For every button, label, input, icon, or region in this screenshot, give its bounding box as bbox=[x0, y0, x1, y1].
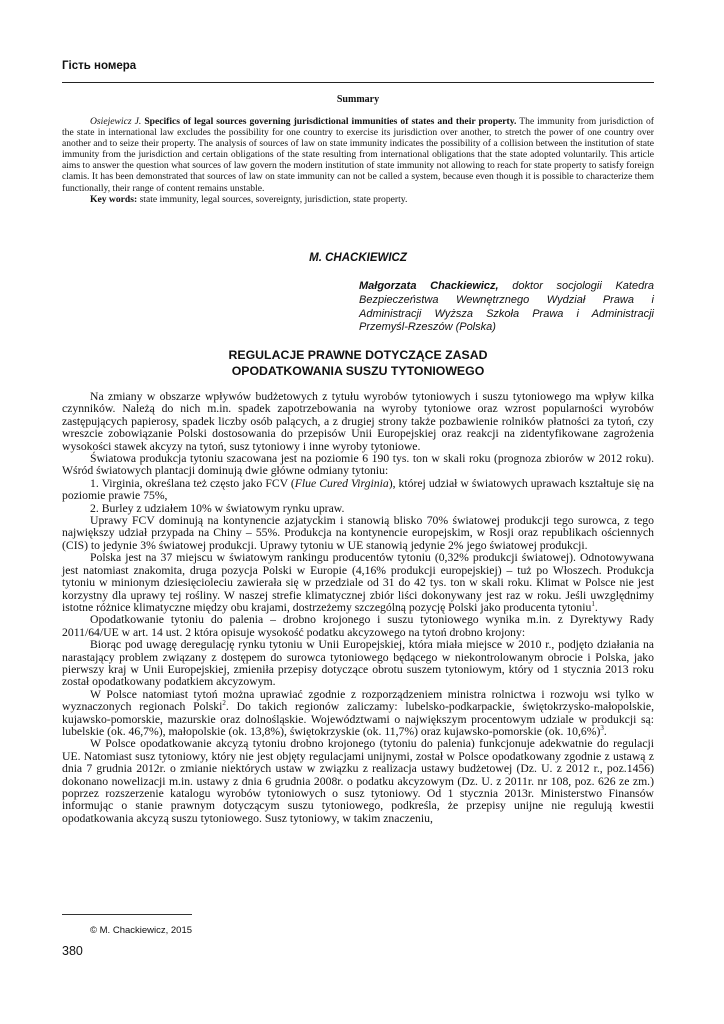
article-title-line-1: REGULACJE PRAWNE DOTYCZĄCE ZASAD bbox=[228, 348, 488, 362]
summary-author: Osiejewicz J. bbox=[90, 116, 142, 127]
page-number: 380 bbox=[62, 944, 83, 958]
keywords-text: state immunity, legal sources, sovereignty, jurisdiction, state property. bbox=[139, 193, 408, 205]
affiliation-name: Małgorzata Chackiewicz, bbox=[359, 280, 499, 292]
body-paragraph: 2. Burley z udziałem 10% w światowym rynku upraw. bbox=[90, 501, 345, 515]
header-divider bbox=[62, 82, 654, 83]
summary-text: The immunity from jurisdiction of the state in international law excludes the possibility for one country to exercise its jurisdiction over another, to stretch the power of one country over another and to seize their property. The analysis of sources of law on state immunity indicates the possibility of a collision between the institution of state immunity from the jurisdiction and certain obligations of the state resulting from international obligations that the state adopted voluntarily. This article aims to answer the question what sources of law govern the modern institution of state immunity not allowing to reach for state property to satisfy foreign clamis. It has been demonstrated that sources of law on state immunity can not be called a system, because even though it is possible to characterize them functionally, their range of content remains unstable. bbox=[62, 116, 654, 194]
body-text-span: 1. Virginia, określana też często jako FCV ( bbox=[90, 476, 295, 490]
body-paragraph bbox=[62, 689, 654, 739]
keywords-label: Key words: bbox=[90, 193, 138, 205]
body-text-span: . bbox=[603, 724, 607, 738]
affiliation-text: doktor socjologii Katedra Bezpieczeństwa Wewnętrznego Wydział Prawa i Administracji Wyższa Szkoła Prawa i Administracji Przemyśl-Rzeszów (Polska) bbox=[359, 280, 654, 334]
body-text-span: W Polsce natomiast tytoń można uprawiać zgodnie z rozporządzeniem ministra rolnictwa i rozwoju wsi tylko w wyznaczonych regionach Polski bbox=[62, 687, 654, 714]
section-title: Гість номера bbox=[62, 60, 137, 72]
body-text-span: . bbox=[594, 600, 598, 614]
author-affiliation bbox=[359, 280, 654, 335]
body-paragraph bbox=[62, 552, 654, 614]
footnote-ref: 1 bbox=[591, 600, 595, 609]
italic-term: Flue Cured Virginia bbox=[294, 476, 389, 490]
article-title bbox=[62, 348, 654, 379]
body-paragraph bbox=[62, 478, 654, 503]
summary-heading: Summary bbox=[336, 94, 380, 105]
body-paragraph: Opodatkowanie tytoniu do palenia – drobno krojonego i suszu tytoniowego wynika m.in. z Dyrektywy Rady 2011/64/UE w art. 14 ust. 2 która opisuje wysokość podatku akcyzowego na tytoń drobno krojony: bbox=[62, 613, 654, 639]
body-text-span: Polska jest na 37 miejscu w światowym rankingu producentów tytoniu (0,32% produkcji światowej). Odnotowywana jest natomiast znakomita, druga pozycja Polski w Europie (4,16% produkcji europejskiej) – tuż po Włoszech. Produkcja tytoniu w minionym dziesięcioleciu zawierała się w przedziale od 31 do 42 tys. ton w skali roku. Klimat w Polsce nie jest korzystny dla uprawy tej rośliny. W naszej strefie klimatycznej zbiór liści dokonywany jest raz w roku. Jeśli uwzględnimy istotne różnice klimatyczne między obu krajami, dostrzeżemy szczególną pozycję Polski jako producenta tytoniu bbox=[62, 551, 654, 614]
body-paragraph: Uprawy FCV dominują na kontynencie azjatyckim i stanowią blisko 70% światowej produkcji tego surowca, z tego największy udział przypada na Chiny – 55%. Produkcja na kontynencie europejskim, w Rosji oraz republikach ościennych (CIS) to jedynie 3% światowej produkcji. Uprawy tytoniu w UE stanowią jedynie 2% jego światowej produkcji. bbox=[62, 514, 654, 552]
body-text-span: . Do takich regionów zaliczamy: lubelsko-podkarpackie, świętokrzysko-małopolskie, kujawsko-pomorskie, mazurskie oraz dolnośląskie. Województwami o największym procentowym udziale w produkcji są: lubelskie (ok. 46,7%), małopolskie (ok. 13,8%), świętokrzyskie (ok. 11,7%) oraz kujawsko-pomorskie (ok. 10,6%) bbox=[62, 700, 655, 738]
body-text-span: ), której udział w światowych uprawach kształtuje się na poziomie prawie 75%, bbox=[62, 476, 654, 503]
article-body bbox=[62, 391, 654, 825]
summary-title: Specifics of legal sources governing jurisdictional immunities of states and their property. bbox=[144, 116, 517, 127]
article-title-line-2: OPODATKOWANIA SUSZU TYTONIOWEGO bbox=[231, 363, 485, 378]
footnote-divider bbox=[62, 914, 192, 915]
footnote-ref: 2 bbox=[222, 699, 226, 708]
body-paragraph: W Polsce opodatkowanie akcyzą tytoniu drobno krojonego (tytoniu do palenia) funkcjonuje adekwatnie do regulacji UE. Natomiast susz tytoniowy, który nie jest objęty regulacjami unijnymi, został w Polsce opodatkowany zgodnie z ustawą z dnia 7 grudnia 2012r. o zmianie niektórych ustaw w związku z realizacja ustawy budżetowej (Dz. U. z 2012 r., poz.1456) dokonano nowelizacji m.in. ustawy z dnia 6 grudnia 2008r. o podatku akcyzowym (Dz. U. z 2011r. nr 108, poz. 626 ze zm.) poprzez rozszerzenie katalogu wyrobów tytoniowych o susz tytoniowy. Od 1 stycznia 2013r. Ministerstwo Finansów informując o stanie prawnym dotyczącym suszu tytoniowego, podkreśla, że przepisy unijne nie regulują kwestii opodatkowania akcyzą suszu tytoniowego. Susz tytoniowy, w takim znaczeniu, bbox=[62, 737, 654, 825]
summary-block bbox=[62, 116, 654, 205]
body-paragraph: Światowa produkcja tytoniu szacowana jest na poziomie 6 190 tys. ton w skali roku (prognoza zbiorów w 2012 roku). Wśród światowych plantacji dominują dwie główne odmiany tytoniu: bbox=[62, 452, 654, 478]
keywords-line bbox=[62, 194, 654, 205]
copyright-footnote: © M. Chackiewicz, 2015 bbox=[90, 925, 193, 936]
summary-paragraph bbox=[62, 116, 654, 194]
body-paragraph: Na zmiany w obszarze wpływów budżetowych z tytułu wyrobów tytoniowych i suszu tytoniowego ma wpływ kilka czynników. Należą do nich m.in. spadek zapotrzebowania na wyroby tytoniowe oraz wzrost popularności wyrobów zastępujących papierosy, spadek liczby osób palących, a z drugiej strony także pozbawienie rolników płatności za tytoń, czy wreszcie zobowiązanie Polski dostosowania do przepisów Unii Europejskiej oraz reakcji na zidentyfikowane zagrożenia wysokości stawek akcyzy na tytoń, susz tytoniowy i inne wyroby tytoniowe. bbox=[62, 390, 654, 453]
footnote-ref: 3 bbox=[600, 724, 604, 733]
author-heading: M. CHACKIEWICZ bbox=[309, 252, 407, 264]
body-paragraph: Biorąc pod uwagę deregulację rynku tytoniu w Unii Europejskiej, która miała miejsce w 2010 r., podjęto działania na narastający problem związany z dostępem do surowca tytoniowego będącego w niekontrolowanym obrocie i Polska, jako pierwszy kraj w Unii Europejskiej, zmieniła przepisy dotyczące obrotu suszem tytoniowym, który od 1 stycznia 2013 roku został opodatkowany podatkiem akcyzowym. bbox=[62, 638, 654, 689]
